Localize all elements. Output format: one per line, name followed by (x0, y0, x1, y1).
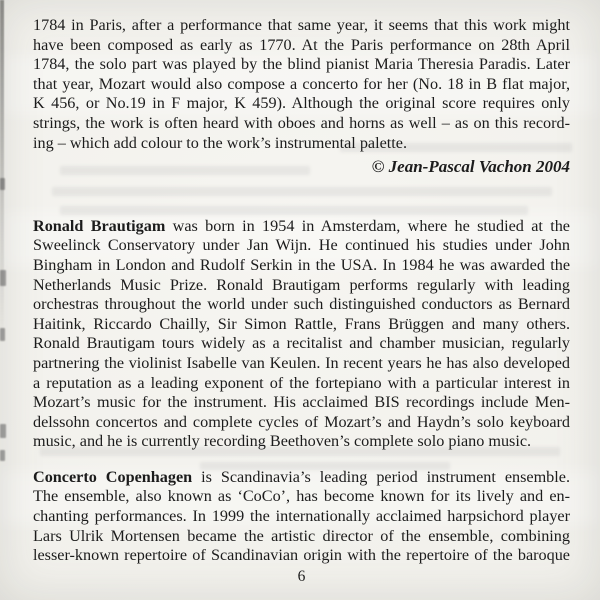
ensemble-name-bold: Concerto Copenhagen (33, 467, 193, 486)
text-line: orchestras throughout the world under such distinguished conductors as Bernard (33, 295, 570, 314)
text-line: Bingham in London and Rudolf Serkin in the USA. In 1984 he was awarded the (33, 255, 570, 274)
scan-edge-mark (0, 178, 5, 190)
scan-edge-mark (0, 328, 5, 341)
text-line: ing – which add colour to the work’s instrumental palette. (33, 133, 408, 152)
text-line: have been composed as early as 1770. At the Paris performance on 28th April (33, 35, 570, 54)
text-line: Ronald Brautigam tours widely as a recitalist and chamber musician, regularly (33, 334, 570, 353)
text-span: is Scandinavia’s leading period instrument ensemble. (192, 467, 570, 486)
text-line: 1784 in Paris, after a performance that same year, it seems that this work might (33, 16, 570, 34)
text-line: that year, Mozart would also compose a concerto for her (No. 18 in B flat major, (33, 74, 570, 93)
text-line: a reputation as a leading exponent of the fortepiano with a particular interest in (33, 373, 570, 392)
text-line: Netherlands Music Prize. Ronald Brautigam performs regularly with leading (33, 275, 570, 294)
text-line (33, 468, 570, 488)
attribution: © Jean-Pascal Vachon 2004 (371, 157, 570, 177)
text-block (33, 16, 570, 586)
text-span: was born in 1954 in Amsterdam, where he studied at the (165, 216, 570, 235)
text-line: music, and he is currently recording Beethoven’s complete solo piano music. (33, 432, 532, 451)
text-line (33, 217, 570, 237)
scan-edge-mark (0, 270, 6, 286)
paragraph-concerto-copenhagen (33, 468, 570, 566)
text-line: 1784, the solo part was played by the blind pianist Maria Theresia Paradis. Later (33, 55, 570, 74)
paragraph-ronald-brautigam (33, 217, 570, 452)
paragraph-lines (33, 487, 570, 565)
paragraph-lines (33, 236, 570, 452)
page-number: 6 (297, 567, 306, 585)
text-line: Mozart’s music for the instrument. His acclaimed BIS recordings include Men- (33, 393, 570, 412)
paragraph-lines (33, 16, 570, 153)
text-line: strings, the work is often heard with oboes and horns as well – as on this record- (33, 113, 570, 132)
artist-name-bold: Ronald Brautigam (33, 216, 166, 235)
text-line: partnering the violinist Isabelle van Keulen. In recent years he has also developed (33, 353, 570, 372)
text-line: Sweelinck Conservatory under Jan Wijn. He continued his studies under John (33, 236, 570, 255)
paragraph-work-history (33, 16, 570, 153)
text-line: The ensemble, also known as ‘CoCo’, has become known for its lively and en- (33, 487, 570, 506)
text-line: Haitink, Riccardo Chailly, Sir Simon Rattle, Frans Brüggen and many others. (33, 314, 570, 333)
text-line: lesser-known repertoire of Scandinavian origin with the repertoire of the baroque (33, 546, 570, 565)
scan-edge-shadow (0, 0, 4, 340)
scan-edge-mark (0, 424, 6, 438)
text-line: chanting performances. In 1999 the internationally acclaimed harpsichord player (33, 507, 570, 526)
text-line: delssohn concertos and complete cycles of Mozart’s and Haydn’s solo keyboard (33, 412, 570, 431)
text-line: Lars Ulrik Mortensen became the artistic director of the ensemble, combining (33, 526, 570, 545)
text-line: K 456, or No.19 in F major, K 459). Although the original score requires only (33, 94, 570, 113)
scan-edge-mark (0, 450, 5, 461)
